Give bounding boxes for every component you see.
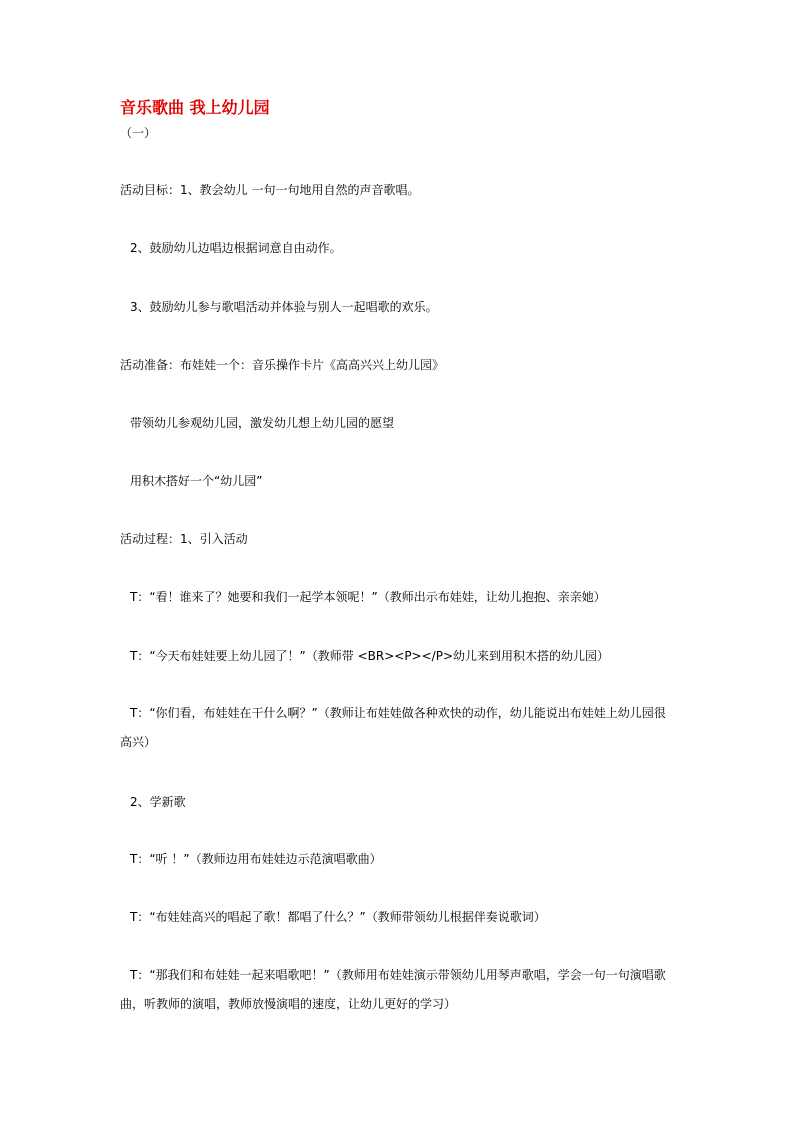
paragraph-new-song-1: T：“听 ！”（教师边用布娃娃边示范演唱歌曲） (130, 852, 382, 866)
document-title: 音乐歌曲 我上幼儿园 (120, 98, 270, 117)
document-subtitle: （一） (120, 126, 157, 140)
paragraph-new-song-3: T：“那我们和布娃娃一起来唱歌吧！”（教师用布娃娃演示带领幼儿用琴声歌唱，学会一句一句演唱歌曲，听教师的演唱，教师放慢演唱的速度，让幼儿更好的学习） (120, 968, 666, 1011)
paragraph-preparation-2: 带领幼儿参观幼儿园，激发幼儿想上幼儿园的愿望 (130, 416, 395, 430)
paragraph-goal-1: 活动目标：1、教会幼儿 一句一句地用自然的声音歌唱。 (120, 183, 420, 197)
paragraph-preparation-3: 用积木搭好一个“幼儿园” (130, 474, 263, 488)
paragraph-process-2: T：“今天布娃娃要上幼儿园了！”（教师带 <BR><P></P>幼儿来到用积木搭的幼儿园） (130, 649, 609, 663)
paragraph-process-1: T：“看！谁来了？她要和我们一起学本领呢！”（教师出示布娃娃，让幼儿抱抱、亲亲她） (130, 590, 606, 604)
paragraph-goal-3: 3、鼓励幼儿参与歌唱活动并体验与别人一起唱歌的欢乐。 (130, 300, 438, 314)
paragraph-new-song: 2、学新歌 (130, 795, 186, 809)
paragraph-new-song-2: T：“布娃娃高兴的唱起了歌！都唱了什么？”（教师带领幼儿根据伴奏说歌词） (130, 910, 546, 924)
paragraph-process: 活动过程：1、引入活动 (120, 532, 248, 546)
paragraph-preparation: 活动准备：布娃娃一个：音乐操作卡片《高高兴兴上幼儿园》 (120, 358, 445, 372)
paragraph-process-3: T：“你们看，布娃娃在干什么啊？”（教师让布娃娃做各种欢快的动作，幼儿能说出布娃娃上幼儿园很高兴） (120, 706, 666, 749)
paragraph-goal-2: 2、鼓励幼儿边唱边根据词意自由动作。 (130, 241, 342, 255)
